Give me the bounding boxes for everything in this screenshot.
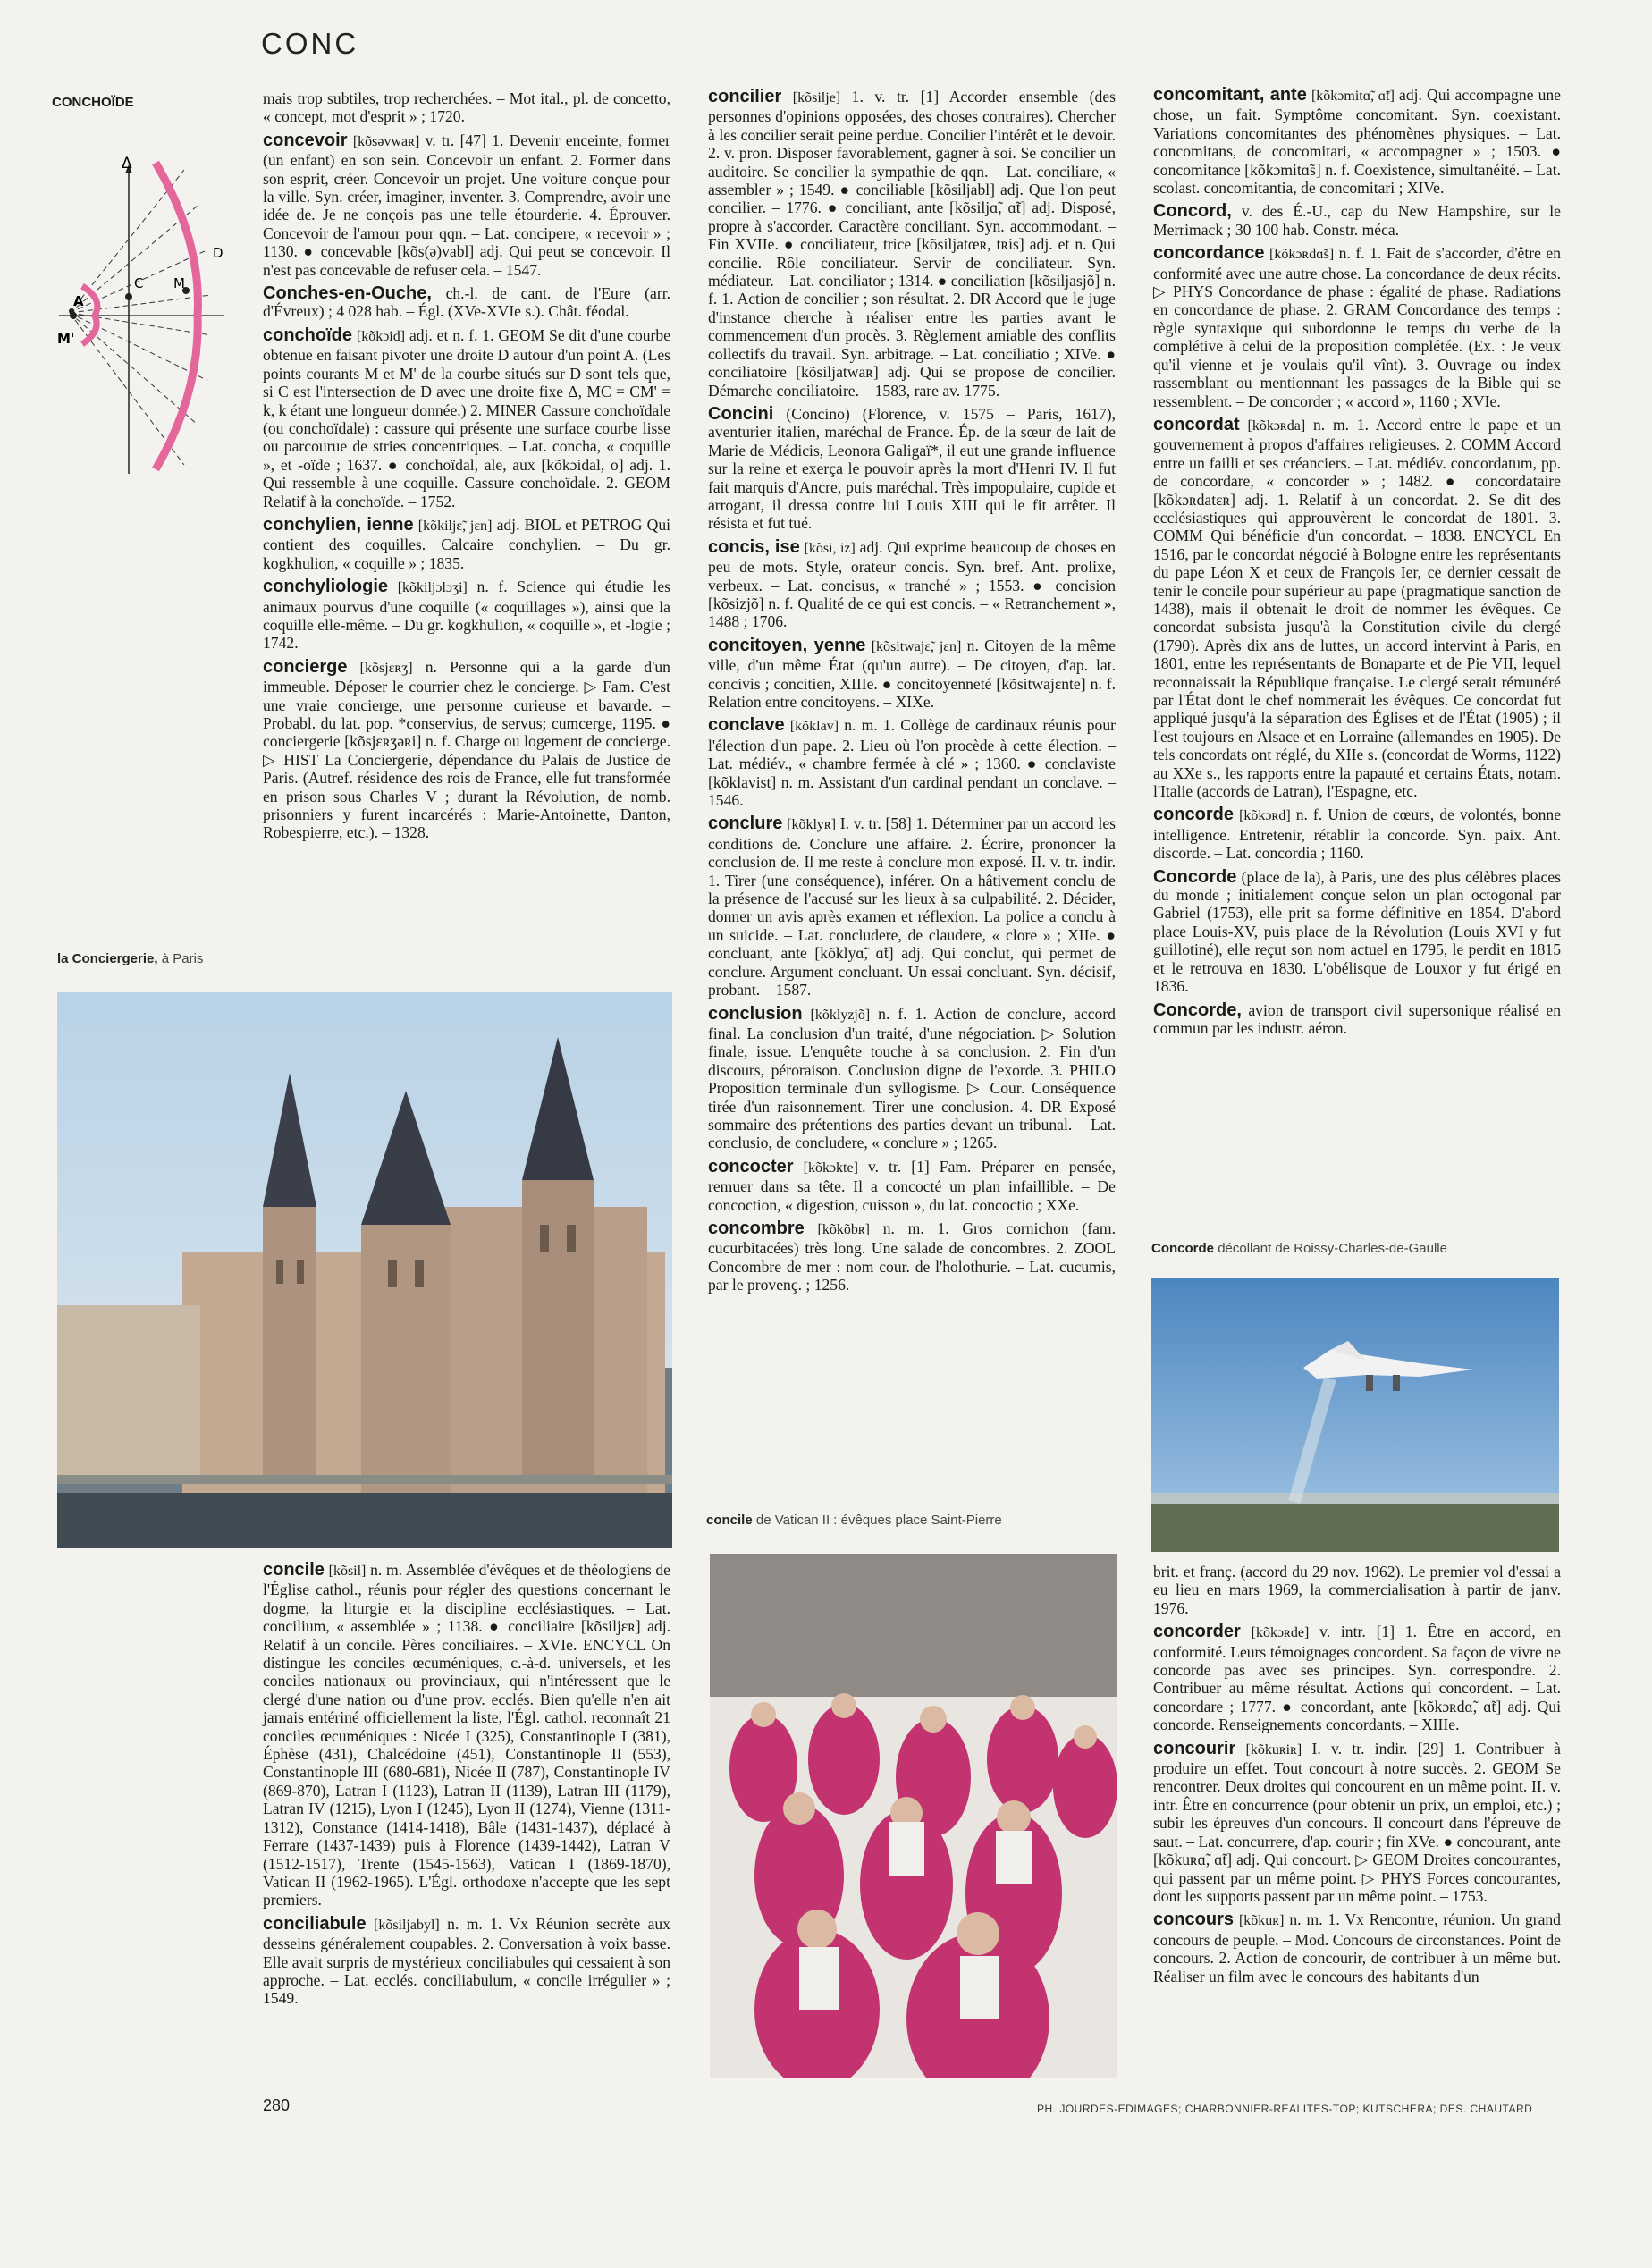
dictionary-entry [1153,416,1561,801]
entry-definition: I. v. tr. indir. [29] 1. Contribuer à produire un effet. Tout concourt à notre succès. 2. GEOM Se rencontrer. Deux droites qui concourent en un même point. II. v. intr. Être en concurrence (pour obtenir un prix, un emploi, etc.) ; subir les épreuves d'un concours. Il concourt dans l'épreuve de saut. – Lat. concurrere, d'ap. courir ; fin XVe. ● concourant, ante [kõkuʀɑ̃, ɑ̃t] adj. Qui concourt. ▷ GEOM Droites concourantes, qui passent par un même point. ▷ PHYS Forces concourantes, dont les supports passent par un même point. – 1753. [1153,1739,1561,1905]
entry-phonetic: [kõkiljɛ̃, jɛn] [417,518,493,534]
entry-definition: (Concino) (Florence, v. 1575 – Paris, 1617), aventurier italien, maréchal de France. Ép. de la sœur de lait de Marie de Médicis, Leonora Galigaï*, il eut une grande influence sur la reine et exerça le pouvoir après la mort d'Henri IV. Il fut fait marquis d'Ancre, puis maréchal. Très impopulaire, cupide et arrogant, il dressa contre lui Louis XIII qui le fit arrêter. Il résista et fut tué. [708,404,1116,533]
entry-phonetic: [kõklyzjõ] [810,1007,871,1023]
entry-headword: conclusion [708,1003,803,1024]
entry-definition: n. Personne qui a la garde d'un immeuble. Déposer le courrier chez le concierge. ▷ Fam. C'est une vraie concierge, une personne curieuse et bavarde. – Probabl. du lat. pop. *conservius, de servus; cumcerge, 1195. ● conciergerie [kõsjɛʀʒəʀi] n. f. Charge ou logement de concierge. ▷ HIST La Conciergerie, dépendance du Palais de Justice de Paris. (Autref. résidence des rois de France, elle fut transformée en prison sous Charles V ; durant la Révolution, de nomb. prisonniers y furent incarcérés : Marie-Antoinette, Danton, Robespierre, etc.). – 1328. [263,657,670,842]
entry-headword: conclave [708,715,785,736]
dictionary-entry [263,516,670,572]
dictionary-entry [708,637,1116,712]
dictionary-entry [263,326,670,510]
caption-concorde: Concorde décollant de Roissy-Charles-de-Gaulle [1151,1241,1447,1256]
dictionary-entry [1153,1623,1561,1733]
column-3 [1153,86,1561,1042]
dictionary-entry [708,814,1116,999]
entry-headword: concocter [708,1156,794,1176]
entry-phonetic: [kõkɔʀd] [1239,808,1291,824]
entry-headword: concombre [708,1218,805,1238]
label-d: D [213,245,223,261]
entry-phonetic: [kõsiljabyl] [373,1917,440,1933]
diagram-title: CONCHOÏDE [52,95,134,110]
entry-definition: adj. Qui exprime beaucoup de choses en peu de mots. Style, orateur concis. Syn. bref. Ant. prolixe, verbeux. – Lat. concisus, « tranché » ; 1553. ● concision [kõsizjõ] n. f. Qualité de ce qui est concis. – « Retranchement », 1488 ; 1706. [708,537,1117,631]
entry-headword: concomitant, ante [1153,85,1307,105]
label-delta: Δ [122,155,132,173]
entry-headword: concordance [1153,243,1265,264]
entry-headword: concile [263,1560,324,1580]
entry-definition: n. f. Science qui étudie les animaux pourvus d'une coquille (« coquillages »), ainsi que la coquille elle-même. – Du gr. kogkhulion, « coquille », et -logie ; 1742. [263,578,670,653]
entry-definition: avion de transport civil supersonique réalisé en commun par les industr. aéron. [1153,1000,1561,1037]
entry-headword: concordat [1153,414,1240,434]
entry-headword: conchylien, ienne [263,514,414,535]
entry-definition: n. f. 1. Fait de s'accorder, d'être en conformité avec une autre chose. La concordance de deux récits. ▷ PHYS Concordance de phase : égalité de phase. Radiations en concordance de phase. 2. GRAM Concordance des temps : règle syntaxique qui subordonne le temps du verbe de la complétive à celui de la proposition complétée. (Ex. : Je veux qu'il vienne et je voulais qu'il vînt). 3. Ouvrage ou index rassemblant ou mentionnant les passages de la Bible qui se ressemblent. – De concorder ; « accord », 1160 ; XVIe. [1153,244,1562,410]
entry-phonetic: [kõklav] [789,719,839,735]
page-number: 280 [263,2096,291,2114]
entry-definition: n. m. Assemblée d'évêques et de théologiens de l'Église cathol., réunis pour régler des questions concernant le dogme, la liturgie et la discipline ecclésiastiques. – Lat. concilium, « assemblée » ; 1138. ● conciliaire [kõsiljɛʀ] adj. Relatif à un concile. Pères conciliaires. – XVIe. ENCYCL On distingue les conciles œcuméniques, c.-à-d. universels, et les conciles nationaux ou provinciaux, qui n'intéressent que le clergé d'une nation ou d'une prov. ecclés. Bien qu'elle n'en ait jamais entériné officiellement la liste, l'Égl. cathol. reconnaît 21 conciles œcuméniques : Nicée I (325), Constantinople I (381), Éphèse (431), Chalcédoine (451), Constantinople II (553), Constantinople III (680-681), Nicée II (787), Constantinople IV (869-870), Latran I (1123), Latran II (1139), Latran III (1179), Latran IV (1215), Lyon I (1245), Lyon II (1274), Vienne (1311-1312), Constance (1414-1418), Bâle (1431-1437), déplacé à Ferrare (1437-1439) puis à Florence (1439-1442), Latran V (1512-1517), Trente (1545-1563), Vatican I (1869-1870), Vatican II (1962-1965). L'Égl. orthodoxe n'accepte que les sept premiers. [263,1561,670,1910]
entry-definition: v. tr. [1] Fam. Préparer en pensée, remuer dans sa tête. Il a concocté un plan infaillible. – De concoction, « digestion, cuisson », du lat. concoctio ; XXe. [708,1157,1116,1214]
entry-definition: n. f. Union de cœurs, de volontés, bonne intelligence. Entretenir, rétablir la concorde. Syn. paix. Ant. discorde. – Lat. concordia ; 1160. [1153,805,1562,863]
entry-phonetic: [kõkuʀ] [1238,1913,1285,1929]
dictionary-entry [263,658,670,842]
entry-phonetic: [kõkõbʀ] [817,1221,871,1237]
rotating-lines [70,170,211,465]
entry-headword: conciliabule [263,1913,367,1934]
dictionary-entry [1153,202,1561,239]
entry-headword: concitoyen, yenne [708,635,866,655]
entry-phonetic: [kõsi, iz] [804,540,856,556]
column-3-lower [1153,1563,1561,1991]
entry-phonetic: [kõkɔʀde] [1251,1625,1310,1641]
entry-headword: concierge [263,656,348,677]
entry-definition: n. m. 1. Vx Rencontre, réunion. Un grand concours de peuple. – Mod. Concours de circonstances. Point de concours. 2. Action de concourir, de contribuer à un même but. Réaliser un film avec le concours des habitants d'un [1153,1910,1561,1986]
entry-headword: Concord, [1153,201,1232,222]
dictionary-entry [263,1915,670,2008]
entry-phonetic: [kõsjɛʀʒ] [359,660,413,676]
entry-phonetic: [kõkɔmitɑ̃, ɑ̃t] [1311,89,1395,104]
dictionary-entry [1153,244,1561,410]
entry-headword: concilier [708,87,782,106]
entry-phonetic: [kõkuʀiʀ] [1245,1741,1302,1758]
entry-definition: v. des É.-U., cap du New Hampshire, sur le Merrimack ; 30 100 hab. Constr. méca. [1153,202,1561,239]
entry-phonetic: [kõsəvwaʀ] [352,133,420,149]
entry-phonetic: [kõklyʀ] [787,817,837,833]
entry-headword: concourir [1153,1738,1236,1758]
dictionary-entry [708,88,1116,400]
entry-definition: n. m. 1. Collège de cardinaux réunis pour l'élection d'un pape. 2. Lieu où l'on procède à cette élection. – Lat. médiév., « chambre fermée à clé » ; 1360. ● conclaviste [kõklavist] n. m. Assistant d'un cardinal pendant un conclave. – 1546. [708,716,1116,810]
column-2 [708,88,1116,1300]
entry-definition: n. m. 1. Accord entre le pape et un gouvernement à propos d'affaires religieuses. 2. COMM Accord entre un failli et ses créanciers. – Lat. médiév. concordatum, pp. de concordare, « concorder » ; 1482. ● concordataire [kõkɔʀdatɛʀ] adj. 1. Relatif à un concordat. 2. Se dit des ecclésiastiques qui approuvèrent le concordat de 1801. 3. COMM Qui bénéficie d'un concordat. – 1838. ENCYCL En 1516, par le concordat négocié à Bologne entre les représentants du pape Léon X et ceux de François Ier, ce dernier cessait de tenir le concile pour supérieur au pape (pragmatique sanction de 1438), mais il obtenait le droit de nommer les évêques. Ce concordat subsista jusqu'à la Constitution civile du clergé (1790). Après dix ans de luttes, un accord intervint à Paris, en 1801, entre les représentants de Bonaparte et de Pie VII, lequel reconnaissait la République française. Le clergé serait rémunéré par l'État dont le chef nommerait les évêques. Ce concordat fut appliqué jusqu'à la séparation des Églises et de l'État (1905) ; il l'est toujours en Alsace et en Lorraine (allemandes en 1905). De tels concordats ont réglé, du XIIe s. (concordat de Worms, 1122) au XXe s., les rapports entre la papauté et certains États, notam. l'Italie (accords de Latran), l'Espagne, etc. [1153,415,1562,801]
entry-phonetic: [kõkɔid] [356,328,406,344]
dictionary-entry [708,1219,1116,1294]
entry-headword: concis, ise [708,536,800,557]
entry-definition: mais trop subtiles, trop recherchées. – Mot ital., pl. de concetto, « concept, mot d'esprit » ; 1720. [263,89,670,126]
photo-concile [710,1554,1117,2078]
entry-definition: n. f. 1. Action de conclure, accord final. La conclusion d'un traité, d'une négociation. ▷ Solution finale, issue. L'enquête touche à sa conclusion. 2. Fin d'un discours, péroraison. Conclusion digne de l'exorde. 3. PHILO Proposition terminale d'un syllogisme. ▷ Cour. Conséquence tirée d'un raisonnement. Tirer une conclusion. 4. DR Exposé sommaire des prétentions des parties devant un tribunal. – Lat. conclusio, de concludere, « conclure » ; 1265. [708,1004,1116,1152]
entry-definition: n. m. 1. Vx Réunion secrète aux desseins généralement coupables. 2. Conversation à voix basse. Elle avait surpris de mystérieux conciliabules qui cessaient à son approche. – Lat. ecclés. conciliabulum, « concile irrégulier » ; 1549. [263,1914,670,2008]
entry-headword: conchyliologie [263,577,389,597]
dictionary-entry [708,538,1116,631]
dictionary-entry [708,1005,1116,1152]
dictionary-entry [708,405,1116,533]
entry-phonetic: [kõkɔʀdɑ̃s] [1269,247,1335,263]
entry-definition: n. m. 1. Gros cornichon (fam. cucurbitacées) très long. Une salade de concombres. 2. ZOOL Concombre de mer : nom cour. de l'holothurie. – Lat. cucumis, par le provenç. ; 1256. [708,1218,1117,1294]
column-1-lower [263,1561,670,2013]
dictionary-entry [1153,868,1561,996]
conchoid-diagram [50,152,247,483]
entry-definition: ch.-l. de cant. de l'Eure (arr. d'Évreux) ; 4 028 hab. – Égl. (XVe-XVIe s.). Chât. féodal. [263,284,670,321]
entry-definition: v. tr. [47] 1. Devenir enceinte, former (un enfant) en son sein. Concevoir un enfant. 2. Former dans son esprit, créer. Concevoir un projet. Une voiture conçue pour la ville. Syn. créer, imaginer, inventer. 3. Comprendre, avoir une idée de. Je ne conçois pas une telle étourderie. 4. Éprouver. Concevoir de l'amour pour qqn. – Lat. concipere, « recevoir » ; 1130. ● concevable [kõs(ə)vabl] adj. Qui peut se concevoir. Il n'est pas concevable de refuser cela. – 1547. [263,131,670,279]
caption-concile: concile de Vatican II : évêques place Saint-Pierre [706,1513,1002,1528]
entry-definition: n. Citoyen de la même ville, d'un même État (qu'un autre). – De citoyen, d'ap. lat. concivis ; concitien, XIIIe. ● concitoyenneté [kõsitwajɛnte] n. f. Relation entre concitoyens. – XIXe. [708,636,1116,711]
dictionary-entry [708,716,1116,809]
dictionary-entry [1153,1563,1561,1617]
entry-phonetic: [kõsitwajɛ̃, jɛn] [871,638,962,654]
entry-phonetic: [kõsil] [328,1564,367,1579]
entry-headword: concours [1153,1910,1235,1930]
label-m: M [173,275,185,291]
entry-phonetic: [kõkɔʀda] [1247,417,1306,434]
entry-headword: Concini [708,403,774,424]
entry-headword: conclure [708,814,783,834]
entry-headword: Concorde [1153,866,1237,887]
entry-phonetic: [kõsilje] [792,90,841,105]
dictionary-entry [263,578,670,653]
entry-headword: conchoïde [263,325,353,345]
dictionary-entry [263,89,670,126]
entry-definition: adj. et n. f. 1. GEOM Se dit d'une courbe obtenue en faisant pivoter une droite D autour d'un point A. (Les points courants M et M' de la courbe situés sur D sont tels que, si C est l'intersection de D avec une droite fixe Δ, MC = CM' = k, k étant une longueur donnée.) 2. MINER Cassure conchoïdale (ou conchoïdale) : cassure qui présente une surface courbe lisse ou parcourue de stries concentriques. – Lat. concha, « coquille », et -oïde ; 1637. ● conchoïdal, ale, aux [kõkɔidal, o] adj. 1. Qui ressemble à une coquille. Cassure conchoïdale. 2. GEOM Relatif à la conchoïde. – 1752. [263,325,671,510]
dictionary-entry [263,284,670,321]
entry-headword: concorde [1153,805,1235,825]
dictionary-entry [708,1158,1116,1214]
entry-definition: brit. et franç. (accord du 29 nov. 1962). Le premier vol d'essai a eu lieu en mars 1969, la commercialisation à partir de janv. 1976. [1153,1563,1561,1617]
label-a: A [73,293,84,309]
dictionary-entry [1153,1910,1561,1986]
entry-headword: Conches-en-Ouche, [263,283,432,304]
dictionary-entry [1153,1001,1561,1038]
entry-phonetic: [kõkiljɔlɔʒi] [397,580,468,596]
running-head: CONC [261,27,359,60]
entry-phonetic: [kõkɔkte] [803,1159,858,1176]
dictionary-entry [1153,805,1561,862]
dictionary-entry [263,1561,670,1910]
entry-definition: I. v. tr. [58] 1. Déterminer par un accord les conditions de. Conclure une affaire. 2. Écrire, prononcer la conclusion de. Il me reste à conclure mon exposé. II. v. tr. indir. 1. Tirer (une conséquence), inférer. On a hâtivement conclu de la présence de l'accusé sur les lieux à sa culpabilité. 2. Décider, donner un avis après examen et réflexion. La police a conclu à un suicide. – Lat. concludere, de claudere, « clore » ; XIIe. ● concluant, ante [kõklyɑ̃, ɑ̃t] adj. Qui conclut, qui permet de conclure. Argument concluant. Un essai concluant. Syn. décisif, probant. – 1587. [708,814,1117,999]
photo-conciergerie [57,992,672,1548]
dictionary-entry [1153,86,1561,197]
entry-definition: (place de la), à Paris, une des plus célèbres places du monde ; initialement conçue selon un plan octogonal par Gabriel (1753), elle prit sa forme définitive en 1854. D'abord place Louis-XV, puis place de la Révolution (Louis XVI y fut guillotiné), elle reçut son nom actuel en 1795, le perdit en 1815 et le retrouva en 1830. L'obélisque de Louxor y fut érigé en 1836. [1153,867,1561,996]
entry-definition: 1. v. tr. [1] Accorder ensemble (des personnes d'opinions opposées, des choses contraires). Chercher à les concilier serait peine perdue. Concilier l'intérêt et le devoir. 2. v. pron. Disposer favorablement, gagner à soi. Se concilier un auditoire. Se concilier la sympathie de qqn. – Lat. conciliare, « assembler » ; 1549. ● conciliable [kõsiljabl] adj. Que l'on peut concilier. – 1776. ● conciliant, ante [kõsiljɑ̃, ɑ̃t] adj. Disposé, propre à s'accorder. Caractère conciliant. Syn. accommodant. – Fin XVIIe. ● conciliateur, trice [kõsiljatœʀ, tʀis] adj. et n. Qui concilie. Rôle conciliateur. Servir de conciliateur. Syn. médiateur. – Lat. conciliator ; 1314. ● conciliation [kõsiljasjõ] n. f. 1. Action de concilier ; son résultat. 2. DR Accord que le juge d'instance cherche à réaliser entre les parties avant le commencement d'un procès. 3. Règlement amiable des conflits collectifs du travail. Syn. arbitrage. – Lat. conciliatio ; XIVe. ● conciliatoire [kõsiljatwaʀ] adj. Qui se propose de concilier. Démarche conciliatoire. – 1583, rare av. 1775. [708,88,1116,400]
column-1 [263,89,670,847]
entry-headword: Concorde, [1153,999,1242,1020]
photo-credits: PH. JOURDES-EDIMAGES; CHARBONNIER-REALITES-TOP; KUTSCHERA; DES. CHAUTARD [1037,2103,1533,2115]
point-c [125,293,132,300]
entry-definition: adj. BIOL et PETROG Qui contient des coquilles. Calcaire conchylien. – Du gr. kogkhulion, « coquille » ; 1835. [263,515,671,572]
label-m-prime: M' [57,331,75,347]
dictionary-entry [263,131,670,279]
entry-definition: adj. Qui accompagne une chose, un fait. Symptôme concomitant. Syn. coexistant. Variations concomitantes des phénomènes physiques. – Lat. concomitans, de concomitari, « accompagner » ; 1503. ● concomitance [kõkɔmitɑ̃s] n. f. Coexistence, simultanéité. – Lat. scolast. concomitantia, de concomitari ; XIVe. [1153,86,1561,198]
photo-concorde [1151,1278,1559,1552]
entry-headword: concorder [1153,1622,1241,1642]
caption-conciergerie: la Conciergerie, à Paris [57,951,204,966]
dictionary-entry [1153,1740,1561,1906]
entry-definition: v. intr. [1] 1. Être en accord, en conformité. Leurs témoignages concordent. Sa façon de vivre ne concorde pas avec ses principes. Syn. correspondre. 2. Contribuer au même résultat. Actions qui concordent. – Lat. concordare ; 1777. ● concordant, ante [kõkɔʀdɑ̃, ɑ̃t] adj. Qui concorde. Renseignements concordants. – XIIIe. [1153,1623,1562,1734]
entry-headword: concevoir [263,130,348,150]
label-c: C [134,275,144,291]
